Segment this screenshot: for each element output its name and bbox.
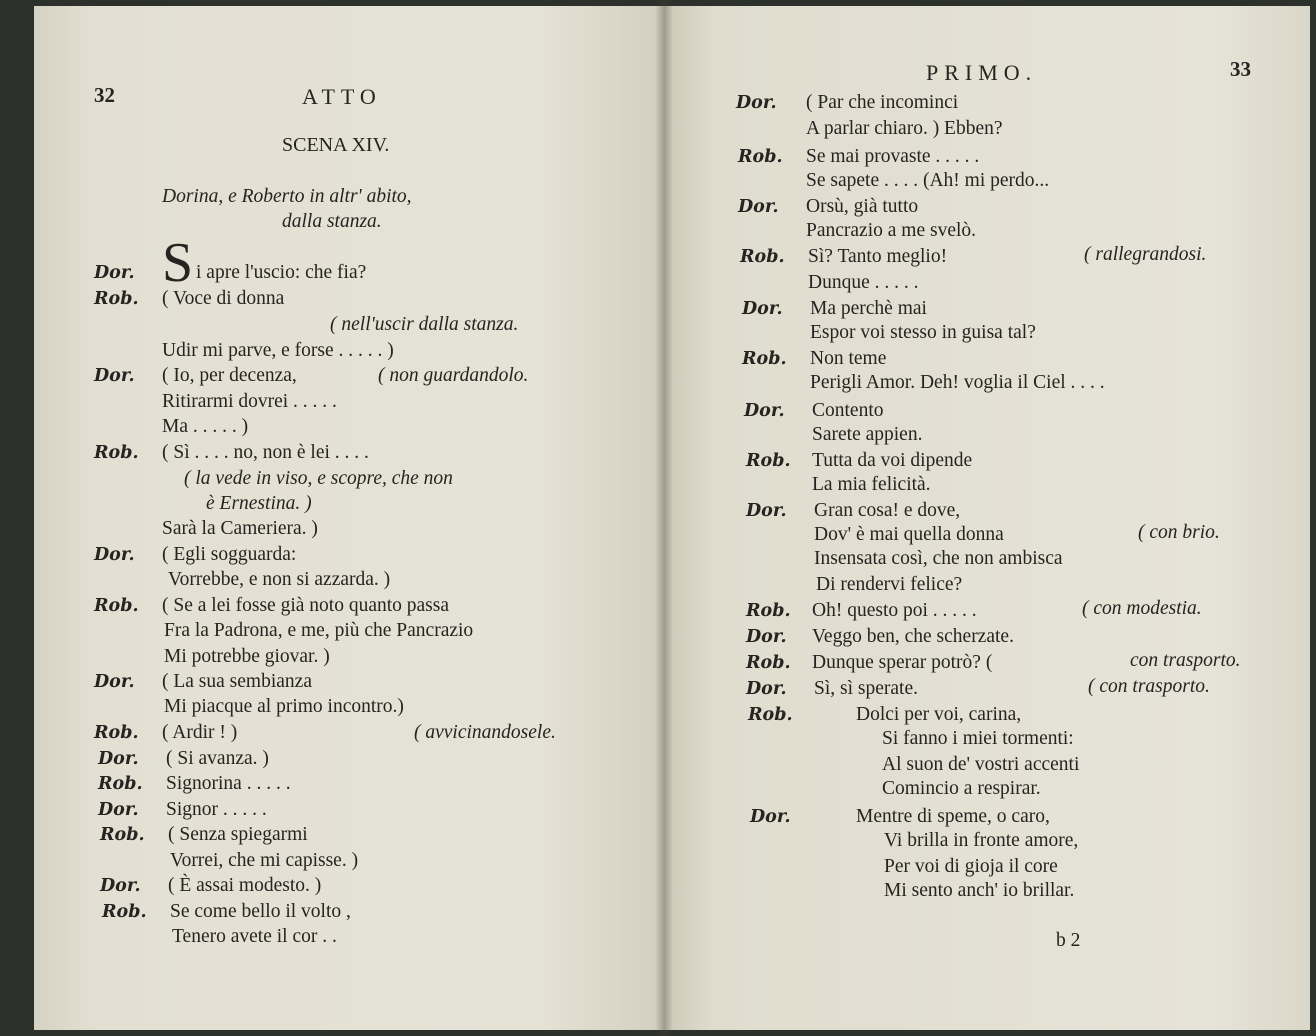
speaker-label: Dor. [736,93,777,113]
speaker-label: Dor. [98,749,139,769]
stage-direction: ( non guardandolo. [378,365,529,386]
dialogue-line: Mi piacque al primo incontro.) [164,696,404,717]
speaker-label: Rob. [94,596,139,616]
stage-direction: ( nell'uscir dalla stanza. [330,314,519,335]
dialogue-line: La mia felicità. [812,474,931,495]
dialogue-line: Vorrei, che mi capisse. ) [170,850,359,871]
speaker-label: Dor. [746,627,787,647]
dialogue-line: Dunque sperar potrò? ( [812,652,993,673]
dialogue-line: Signor . . . . . [166,799,267,820]
dialogue-line: Ritirarmi dovrei . . . . . [162,391,337,412]
speaker-label: Rob. [94,723,139,743]
dialogue-line: Contento [812,400,884,421]
stage-direction: ( avvicinandosele. [414,722,556,743]
stage-direction-line: dalla stanza. [282,211,382,232]
dialogue-line: Signorina . . . . . [166,773,291,794]
verse-line: Dolci per voi, carina, [856,704,1022,725]
speaker-label: Dor. [746,679,787,699]
dialogue-line: Espor voi stesso in guisa tal? [810,322,1036,343]
speaker-label: Dor. [94,672,135,692]
dialogue-line: ( La sua sembianza [162,671,312,692]
dialogue-line: ( Par che incominci [806,92,959,113]
dialogue-line: Orsù, già tutto [806,196,919,217]
speaker-label: Dor. [94,263,135,283]
speaker-label: Dor. [742,299,783,319]
dialogue-line: Insensata così, che non ambisca [814,548,1063,569]
dialogue-line: Sarà la Cameriera. ) [162,518,318,539]
speaker-label: Dor. [98,800,139,820]
speaker-label: Rob. [746,601,791,621]
speaker-label: Rob. [100,825,145,845]
dialogue-line: ( Io, per decenza, [162,365,297,386]
dialogue-line: Fra la Padrona, e me, più che Pancrazio [164,620,474,641]
stage-direction: ( con brio. [1138,522,1220,543]
speaker-label: Rob. [746,451,791,471]
signature-mark: b 2 [1056,930,1081,951]
dialogue-line: ( È assai modesto. ) [168,875,322,896]
dialogue-line: Tutta da voi dipende [812,450,973,471]
speaker-label: Dor. [746,501,787,521]
stage-direction-line: Dorina, e Roberto in altr' abito, [162,186,412,207]
page-number: 32 [94,83,115,107]
verse-line: Per voi di gioja il core [884,856,1058,877]
dialogue-line: Veggo ben, che scherzate. [812,626,1014,647]
speaker-label: Rob. [746,653,791,673]
dialogue-line: ( Senza spiegarmi [168,824,308,845]
speaker-label: Dor. [744,401,785,421]
right-page [664,6,1310,1030]
speaker-label: Rob. [94,289,139,309]
stage-direction: ( la vede in viso, e scopre, che non [184,468,453,489]
dialogue-line: Mi potrebbe giovar. ) [164,646,330,667]
speaker-label: Rob. [742,349,787,369]
speaker-label: Dor. [750,807,791,827]
speaker-label: Rob. [740,247,785,267]
verse-line: Vi brilla in fronte amore, [884,830,1079,851]
dialogue-line: Non teme [810,348,887,369]
speaker-label: Rob. [102,902,147,922]
dialogue-line: Vorrebbe, e non si azzarda. ) [168,569,391,590]
speaker-label: Dor. [100,876,141,896]
stage-direction: è Ernestina. ) [206,493,312,514]
scene-heading: SCENA XIV. [282,134,390,156]
dialogue-line: Sì, sì sperate. [814,678,918,699]
running-head: ATTO [302,84,382,109]
dialogue-line: ( Voce di donna [162,288,285,309]
dialogue-line: Dunque . . . . . [808,272,919,293]
dialogue-line: Ma perchè mai [810,298,927,319]
dialogue-line: Se come bello il volto , [170,901,351,922]
dialogue-line: Tenero avete il cor . . [172,926,337,947]
speaker-label: Rob. [748,705,793,725]
speaker-label: Rob. [94,443,139,463]
dialogue-line: ( Sì . . . . no, non è lei . . . . [162,442,369,463]
stage-direction: ( rallegrandosi. [1084,244,1207,265]
dialogue-line: Ma . . . . . ) [162,416,249,437]
book-gutter [655,0,673,1036]
speaker-label: Dor. [94,366,135,386]
verse-line: Comincio a respirar. [882,778,1041,799]
dialogue-line: Se sapete . . . . (Ah! mi perdo... [806,170,1050,191]
dialogue-line: ( Si avanza. ) [166,748,269,769]
stage-direction: ( con trasporto. [1088,676,1210,697]
dialogue-line: Se mai provaste . . . . . [806,146,980,167]
stage-direction: con trasporto. [1130,650,1241,671]
verse-line: Mi sento anch' io brillar. [884,880,1075,901]
verse-line: Mentre di speme, o caro, [856,806,1050,827]
verse-line: Si fanno i miei tormenti: [882,728,1074,749]
speaker-label: Rob. [98,774,143,794]
speaker-label: Rob. [738,147,783,167]
dialogue-line: ( Ardir ! ) [162,722,238,743]
dialogue-line: Dov' è mai quella donna [814,524,1004,545]
dialogue-line: Sì? Tanto meglio! [808,246,948,267]
speaker-label: Dor. [94,545,135,565]
dialogue-line: ( Se a lei fosse già noto quanto passa [162,595,450,616]
dialogue-line: Oh! questo poi . . . . . [812,600,977,621]
running-head: PRIMO. [926,60,1038,85]
dialogue-line: Perigli Amor. Deh! voglia il Ciel . . . . [810,372,1105,393]
dialogue-line: Sarete appien. [812,424,923,445]
dialogue-line: Pancrazio a me svelò. [806,220,977,241]
dialogue-line: Udir mi parve, e forse . . . . . ) [162,340,394,361]
dialogue-line: Di rendervi felice? [816,574,963,595]
dialogue-line: i apre l'uscio: che fia? [196,262,367,283]
speaker-label: Dor. [738,197,779,217]
stage-direction: ( con modestia. [1082,598,1202,619]
dialogue-line: Gran cosa! e dove, [814,500,961,521]
page-number: 33 [1230,57,1251,81]
dialogue-line: ( Egli sogguarda: [162,544,297,565]
dialogue-line: A parlar chiaro. ) Ebben? [806,118,1003,139]
verse-line: Al suon de' vostri accenti [882,754,1080,775]
left-page [34,6,664,1030]
drop-cap: S [162,232,194,294]
